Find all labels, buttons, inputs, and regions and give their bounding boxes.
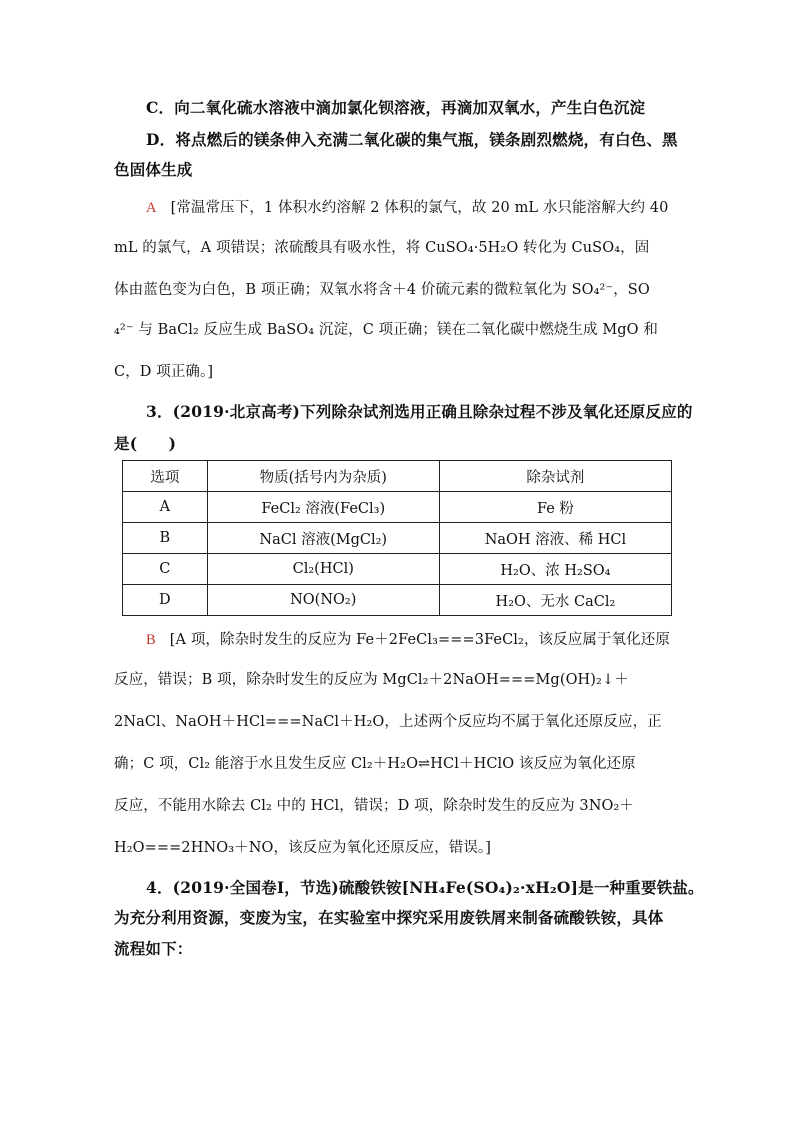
table-cell: H₂O、无水 CaCl₂ (439, 585, 671, 616)
q2-explanation-line3: 体由蓝色变为白色，B 项正确；双氧水将含＋4 价硫元素的微粒氧化为 SO₄²⁻，SO (114, 282, 650, 298)
q3-stem-line1: 3．(2019·北京高考)下列除杂试剂选用正确且除杂过程不涉及氧化还原反应的 (146, 402, 693, 421)
q2-answer-letter: A (146, 200, 157, 216)
q3-explanation-line2: 反应，错误；B 项，除杂时发生的反应为 MgCl₂＋2NaOH===Mg(OH)₂↓＋ (114, 672, 629, 688)
table-cell: Fe 粉 (439, 492, 671, 523)
q2-explanation-line4: ₄²⁻ 与 BaCl₂ 反应生成 BaSO₄ 沉淀，C 项正确；镁在二氧化碳中燃烧生成 MgO 和 (114, 322, 658, 338)
table-cell: C (123, 554, 208, 585)
q4-stem-line2: 为充分利用资源，变废为宝，在实验室中探究采用废铁屑来制备硫酸铁铵，具体 (114, 908, 664, 927)
q2-explanation-line5: C，D 项正确。] (114, 364, 214, 380)
table-header-row (123, 461, 672, 492)
q3-explanation-line5: 反应，不能用水除去 Cl₂ 中的 HCl，错误；D 项，除杂时发生的反应为 3NO₂＋ (114, 798, 635, 814)
q4-stem-line1: 4．(2019·全国卷Ⅰ，节选)硫酸铁铵[NH₄Fe(SO₄)₂·xH₂O]是一种重要铁盐。 (146, 878, 704, 897)
table-cell: FeCl₂ 溶液(FeCl₃) (207, 492, 439, 523)
q3-explanation-line3: 2NaCl、NaOH＋HCl===NaCl＋H₂O，上述两个反应均不属于氧化还原反应，正 (114, 714, 662, 730)
table-cell: D (123, 585, 208, 616)
table-row (123, 585, 672, 616)
q2-option-c: C．向二氧化硫水溶液中滴加氯化钡溶液，再滴加双氧水，产生白色沉淀 (146, 98, 646, 117)
q2-option-d-line1: D．将点燃后的镁条伸入充满二氧化碳的集气瓶，镁条剧烈燃烧，有白色、黑 (146, 130, 678, 149)
table-cell: NaOH 溶液、稀 HCl (439, 523, 671, 554)
table-cell: NaCl 溶液(MgCl₂) (207, 523, 439, 554)
q3-answer-letter: B (146, 632, 156, 648)
table-row (123, 492, 672, 523)
table-cell: H₂O、浓 H₂SO₄ (439, 554, 671, 585)
table-cell: A (123, 492, 208, 523)
q3-options-table (122, 460, 672, 616)
q4-stem-line3: 流程如下： (114, 939, 193, 958)
q3-explanation-line6: H₂O===2HNO₃＋NO，该反应为氧化还原反应，错误。] (114, 840, 492, 856)
q2-explanation-line2: mL 的氯气，A 项错误；浓硫酸具有吸水性，将 CuSO₄·5H₂O 转化为 CuSO₄，固 (114, 240, 650, 256)
table-header: 选项 (123, 461, 208, 492)
table-row (123, 523, 672, 554)
q3-exp-text1: [A 项，除杂时发生的反应为 Fe＋2FeCl₃===3FeCl₂，该反应属于氧化还原 (169, 632, 670, 648)
q3-stem-line2: 是( ) (114, 434, 177, 453)
table-header: 除杂试剂 (439, 461, 671, 492)
q2-explanation-line1 (146, 196, 668, 217)
q2-option-d-line2: 色固体生成 (114, 160, 193, 179)
q2-exp-text1: [常温常压下，1 体积水约溶解 2 体积的氯气，故 20 mL 水只能溶解大约 40 (170, 200, 669, 216)
q3-explanation-line4: 确；C 项，Cl₂ 能溶于水且发生反应 Cl₂＋H₂O⇌HCl＋HClO 该反应为氧化还原 (114, 756, 636, 772)
table-cell: B (123, 523, 208, 554)
table-cell: Cl₂(HCl) (207, 554, 439, 585)
table-row (123, 554, 672, 585)
table-cell: NO(NO₂) (207, 585, 439, 616)
table-header: 物质(括号内为杂质) (207, 461, 439, 492)
q3-explanation-line1 (146, 628, 670, 649)
